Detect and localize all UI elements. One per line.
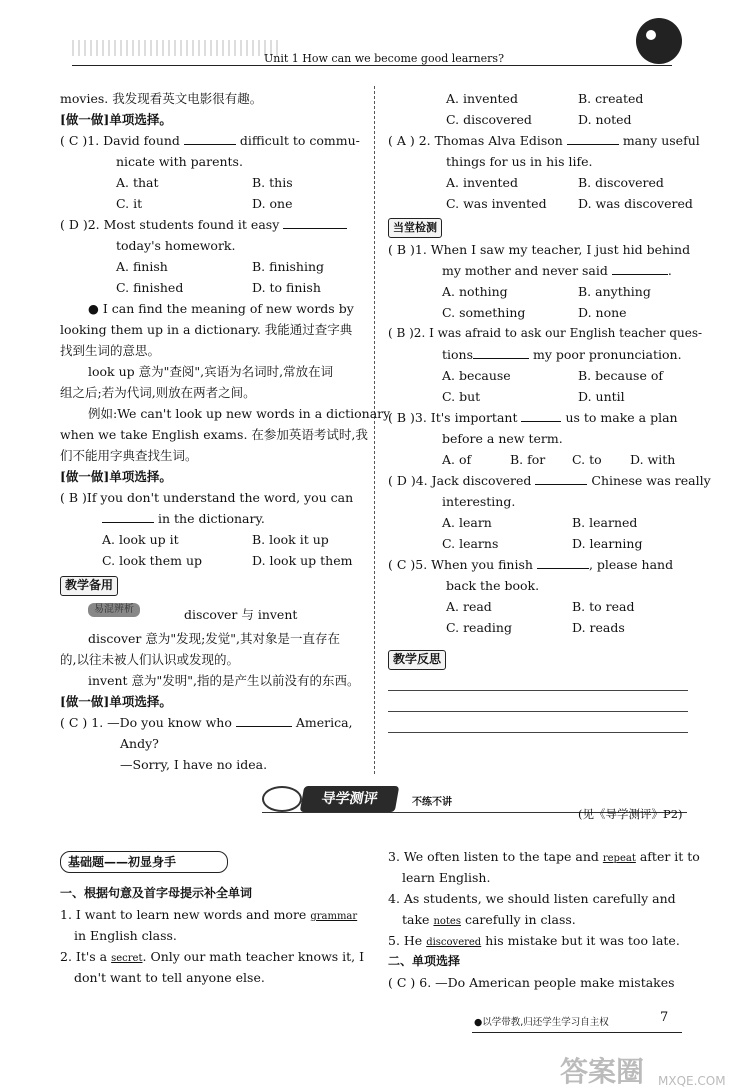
section-tag-check: 当堂检测	[388, 218, 442, 238]
banner-reference: (见《导学测评》P2)	[578, 807, 683, 821]
mascot-icon	[636, 18, 682, 64]
topic-line: 的,以往未被人们认识或发现的。	[60, 652, 239, 667]
option-c: C. look them up	[102, 553, 203, 568]
option-b: B. learned	[572, 515, 638, 530]
option-a: A. of	[442, 452, 472, 467]
option-c: C. learns	[442, 536, 499, 551]
page-header-title: Unit 1 How can we become good learners?	[264, 52, 504, 65]
option-d: D. one	[252, 196, 293, 211]
option-d: D. to finish	[252, 280, 321, 295]
section-heading: 二、单项选择	[388, 954, 461, 968]
option-a: A. read	[446, 599, 492, 614]
option-b: B. because of	[578, 368, 663, 383]
fill-3: 3. We often listen to the tape and repeat after it to	[388, 849, 700, 864]
option-c: C. but	[442, 389, 481, 404]
topic-line: discover 意为"发现;发觉",其对象是一直存在	[88, 631, 341, 646]
fill-2-cont: don't want to tell anyone else.	[74, 970, 265, 985]
key-sentence-trans: 找到生词的意思。	[60, 343, 161, 358]
question-1-cont: nicate with parents.	[116, 154, 243, 169]
exercise-heading: [做一做]单项选择。	[60, 469, 172, 484]
fill-1: 1. I want to learn new words and more grammar	[60, 907, 358, 922]
fill-2: 2. It's a secret. Only our math teacher knows it, I	[60, 949, 365, 964]
blurred-label: 易混辨析	[88, 603, 140, 617]
question-2: ( D )2. Most students found it easy	[60, 216, 347, 233]
option-d: D. was discovered	[578, 196, 693, 211]
choice-6: ( C ) 6. —Do American people make mistakes	[388, 975, 675, 990]
swirl-icon	[262, 786, 302, 812]
example-line: 例如:We can't look up new words in a dictionary	[88, 406, 391, 421]
topic-line: invent 意为"发明",指的是产生以前没有的东西。	[88, 673, 360, 688]
section-heading: 一、根据句意及首字母提示补全单词	[60, 886, 253, 900]
example-line: 们不能用字典查找生词。	[60, 448, 198, 463]
question-c1-cont: my mother and never said .	[442, 263, 672, 278]
question-c4-cont: interesting.	[442, 494, 516, 509]
question-r2-cont: things for us in his life.	[446, 154, 593, 169]
question-c3-cont: before a new term.	[442, 431, 563, 446]
option-d: D. none	[578, 305, 627, 320]
question-3-cont: in the dictionary.	[102, 510, 265, 527]
fill-1-cont: in English class.	[74, 928, 177, 943]
option-b: B. created	[578, 91, 644, 106]
reflection-line	[388, 711, 688, 712]
option-b: B. to read	[572, 599, 635, 614]
question-4: ( C ) 1. —Do you know who America,	[60, 715, 353, 730]
question-c1: ( B )1. When I saw my teacher, I just hid behind	[388, 242, 691, 257]
column-divider	[374, 86, 375, 774]
question-4-cont: Andy?	[120, 736, 159, 751]
option-c: C. finished	[116, 280, 184, 295]
option-c: C. to	[572, 452, 602, 467]
key-sentence-cont: looking them up in a dictionary. 我能通过查字典	[60, 322, 353, 337]
note-line: 组之后;若为代词,则放在两者之间。	[60, 385, 256, 400]
option-b: B. this	[252, 175, 293, 190]
option-a: A. invented	[446, 175, 518, 190]
option-b: B. finishing	[252, 259, 325, 274]
question-c4: ( D )4. Jack discovered Chinese was really	[388, 473, 711, 488]
question-4-reply: —Sorry, I have no idea.	[120, 757, 268, 772]
option-d: D. until	[578, 389, 625, 404]
key-sentence: ● I can find the meaning of new words by	[88, 301, 354, 316]
option-a: A. learn	[442, 515, 492, 530]
fill-3-cont: learn English.	[402, 870, 491, 885]
question-3: ( B )If you don't understand the word, you can	[60, 490, 354, 505]
option-c: C. something	[442, 305, 526, 320]
option-d: D. learning	[572, 536, 643, 551]
section-tag-teaching: 教学备用	[60, 576, 118, 596]
topic-title: discover 与 invent	[184, 607, 298, 622]
exercise-heading: [做一做]单项选择。	[60, 694, 172, 709]
option-a: A. finish	[116, 259, 168, 274]
question-r2: ( A ) 2. Thomas Alva Edison many useful	[388, 133, 700, 148]
note-line: look up 意为"查阅",宾语为名词时,常放在词	[88, 364, 334, 379]
option-c: C. discovered	[446, 112, 532, 127]
example-line: when we take English exams. 在参加英语考试时,我	[60, 427, 368, 442]
question-c5: ( C )5. When you finish , please hand	[388, 557, 674, 572]
option-c: C. it	[116, 196, 143, 211]
fill-4-cont: take notes carefully in class.	[402, 912, 576, 927]
option-d: D. noted	[578, 112, 632, 127]
question-2-cont: today's homework.	[116, 238, 236, 253]
banner-subtitle: 不练不讲	[412, 797, 452, 808]
option-b: B. anything	[578, 284, 651, 299]
option-a: A. because	[442, 368, 511, 383]
question-c2-cont: tions my poor pronunciation.	[442, 347, 682, 362]
option-d: D. with	[630, 452, 676, 467]
page-number: 7	[660, 1010, 669, 1025]
basic-section-title: 基础题——初显身手	[68, 855, 177, 869]
footer-slogan: ●以学带教,归还学生学习自主权	[474, 1017, 609, 1028]
option-c: C. reading	[446, 620, 512, 635]
option-d: D. look up them	[252, 553, 353, 568]
banner-title: 导学测评	[300, 786, 400, 812]
question-c2: ( B )2. I was afraid to ask our English teacher ques-	[388, 326, 703, 340]
question-c3: ( B )3. It's important us to make a plan	[388, 410, 678, 425]
option-b: B. discovered	[578, 175, 664, 190]
text-line: movies. 我发现看英文电影很有趣。	[60, 91, 263, 106]
reflection-line	[388, 732, 688, 733]
watermark-url: MXQE.COM	[658, 1074, 726, 1088]
option-b: B. look it up	[252, 532, 329, 547]
option-a: A. invented	[446, 91, 518, 106]
section-tag-reflection: 教学反思	[388, 650, 446, 670]
fill-4: 4. As students, we should listen carefully and	[388, 891, 676, 906]
watermark-logo: 答案圈	[560, 1055, 645, 1088]
exercise-heading: [做一做]单项选择。	[60, 112, 172, 127]
option-a: A. nothing	[442, 284, 508, 299]
option-c: C. was invented	[446, 196, 547, 211]
option-d: D. reads	[572, 620, 625, 635]
reflection-line	[388, 690, 688, 691]
option-a: A. that	[116, 175, 159, 190]
option-b: B. for	[510, 452, 546, 467]
fill-5: 5. He discovered his mistake but it was too late.	[388, 933, 680, 948]
question-1: ( C )1. David found difficult to commu-	[60, 133, 360, 148]
option-a: A. look up it	[102, 532, 179, 547]
question-c5-cont: back the book.	[446, 578, 540, 593]
